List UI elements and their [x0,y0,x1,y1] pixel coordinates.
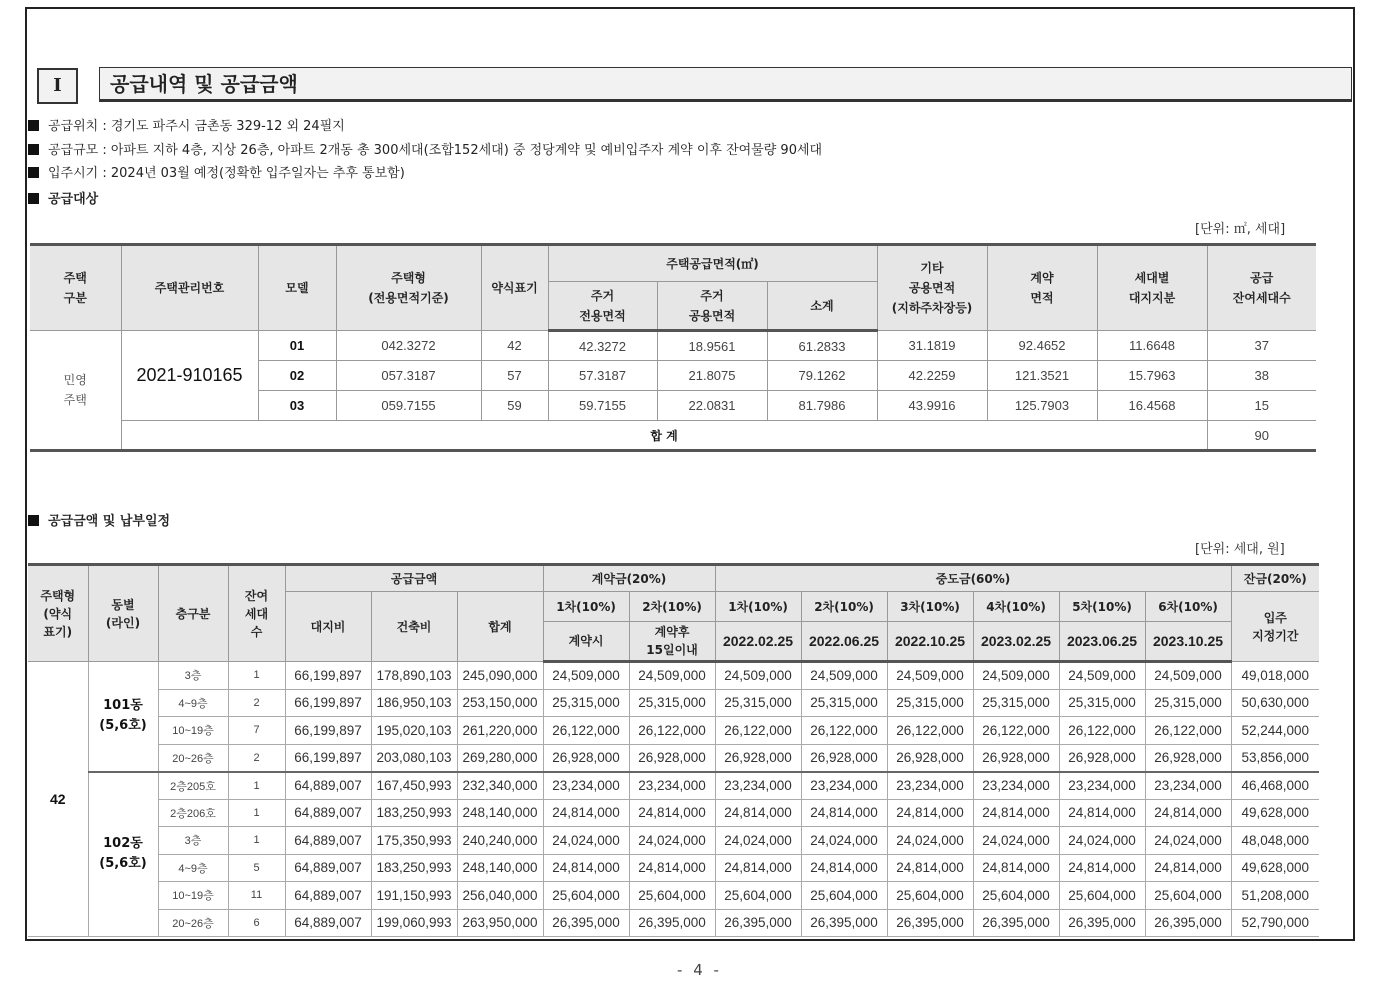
payment-cell: 24,024,000 [1145,827,1231,855]
building-cell: 183,250,993 [371,854,457,882]
payment-cell: 24,814,000 [1059,854,1145,882]
count-cell: 2 [228,689,285,717]
payment-cell: 25,604,000 [629,882,715,910]
floor-cell: 4~9층 [158,854,228,882]
size-cell: 059.7155 [336,391,481,421]
payment-cell: 26,395,000 [715,909,801,937]
payment-cell: 23,234,000 [887,772,973,800]
total-cell: 240,240,000 [457,827,543,855]
abbr-cell: 42 [481,331,548,361]
land-cell: 66,199,897 [285,744,371,772]
type-cell: 42 [28,662,88,937]
price-rows [28,662,1319,937]
model-cell: 03 [258,391,336,421]
payment-cell: 25,315,000 [715,689,801,717]
col-mid-1-date: 2022.02.25 [715,622,801,662]
bullet-square-icon [28,144,39,155]
payment-cell: 25,315,000 [887,689,973,717]
payment-cell: 24,814,000 [1145,799,1231,827]
payment-cell: 24,814,000 [715,854,801,882]
building-cell: 175,350,993 [371,827,457,855]
land-cell: 66,199,897 [285,662,371,690]
col-deposit-2-when: 계약후 15일이내 [629,622,715,662]
col-mid-3-date: 2022.10.25 [887,622,973,662]
payment-cell: 24,814,000 [887,854,973,882]
building-cell: 199,060,993 [371,909,457,937]
dong-cell: 101동 (5,6호) [88,662,158,772]
count-cell: 7 [228,717,285,745]
building-cell: 195,020,103 [371,717,457,745]
payment-cell: 24,509,000 [629,662,715,690]
header-row [30,245,1316,282]
payment-cell: 24,509,000 [1145,662,1231,690]
col-abbr: 약식표기 [481,245,548,331]
excl-cell: 57.3187 [548,361,657,391]
excl-cell: 42.3272 [548,331,657,361]
land-cell: 64,889,007 [285,909,371,937]
payment-cell: 23,234,000 [543,772,629,800]
balance-cell: 52,790,000 [1231,909,1319,937]
common-cell: 18.9561 [657,331,767,361]
payment-cell: 23,234,000 [973,772,1059,800]
payment-cell: 25,604,000 [715,882,801,910]
col-mid-4: 4차(10%) [973,592,1059,622]
col-mid-group: 중도금(60%) [715,565,1231,592]
balance-cell: 49,628,000 [1231,799,1319,827]
col-mid-6: 6차(10%) [1145,592,1231,622]
building-cell: 183,250,993 [371,799,457,827]
house-type-cell: 민영 주택 [30,331,121,451]
col-area-group: 주택공급면적(㎡) [548,245,877,282]
floor-cell: 3층 [158,827,228,855]
common-cell: 21.8075 [657,361,767,391]
col-dong: 동별 (라인) [88,565,158,662]
payment-cell: 24,814,000 [887,799,973,827]
col-mid-2-date: 2022.06.25 [801,622,887,662]
bullet-square-icon [28,193,39,204]
table-row [28,827,1319,855]
payment-cell: 24,509,000 [801,662,887,690]
table-row [28,717,1319,745]
total-cell: 261,220,000 [457,717,543,745]
floor-cell: 20~26층 [158,744,228,772]
land-cell: 64,889,007 [285,772,371,800]
col-price-group: 공급금액 [285,565,543,592]
payment-cell: 26,395,000 [801,909,887,937]
building-cell: 178,890,103 [371,662,457,690]
col-other-common: 기타 공용면적 (지하주차장등) [877,245,987,331]
payment-cell: 26,122,000 [543,717,629,745]
price-schedule-table [28,563,1319,937]
total-cell: 232,340,000 [457,772,543,800]
section-title: 공급내역 및 공급금액 [99,67,1352,102]
payment-cell: 24,509,000 [1059,662,1145,690]
land-cell: 64,889,007 [285,799,371,827]
total-cell: 248,140,000 [457,799,543,827]
common-cell: 22.0831 [657,391,767,421]
table-row [28,854,1319,882]
floor-cell: 2층205호 [158,772,228,800]
payment-cell: 26,928,000 [887,744,973,772]
payment-cell: 24,814,000 [629,854,715,882]
land-cell: 11.6648 [1097,331,1207,361]
floor-cell: 3층 [158,662,228,690]
payment-cell: 23,234,000 [715,772,801,800]
payment-cell: 24,814,000 [629,799,715,827]
payment-cell: 23,234,000 [1059,772,1145,800]
contract-cell: 121.3521 [987,361,1097,391]
col-total: 합계 [457,592,543,662]
model-cell: 01 [258,331,336,361]
count-cell: 1 [228,662,285,690]
payment-cell: 24,814,000 [543,799,629,827]
payment-cell: 26,395,000 [973,909,1059,937]
payment-cell: 26,395,000 [543,909,629,937]
floor-cell: 10~19층 [158,717,228,745]
balance-cell: 51,208,000 [1231,882,1319,910]
page-number: - 4 - [677,961,722,979]
count-cell: 6 [228,909,285,937]
payment-cell: 24,814,000 [543,854,629,882]
unit-label: [단위: ㎡, 세대] [1195,222,1286,237]
payment-cell: 24,024,000 [887,827,973,855]
payment-cell: 23,234,000 [801,772,887,800]
col-model: 모델 [258,245,336,331]
land-cell: 16.4568 [1097,391,1207,421]
table-row [28,909,1319,937]
payment-cell: 25,315,000 [1059,689,1145,717]
count-cell: 1 [228,827,285,855]
table-row [28,744,1319,772]
balance-cell: 50,630,000 [1231,689,1319,717]
col-remaining: 잔여 세대 수 [228,565,285,662]
subtotal-cell: 79.1262 [767,361,877,391]
supply-target-heading [28,192,98,208]
unit-label: [단위: 세대, 원] [1195,542,1285,557]
bullet-square-icon [28,167,39,178]
col-mid-6-date: 2023.10.25 [1145,622,1231,662]
payment-cell: 24,024,000 [715,827,801,855]
payment-cell: 24,024,000 [1059,827,1145,855]
floor-cell: 10~19층 [158,882,228,910]
count-cell: 2 [228,744,285,772]
payment-cell: 23,234,000 [629,772,715,800]
payment-cell: 25,315,000 [801,689,887,717]
total-cell: 269,280,000 [457,744,543,772]
mgmt-no-cell: 2021-910165 [121,331,258,421]
balance-cell: 46,468,000 [1231,772,1319,800]
col-remaining: 공급 잔여세대수 [1207,245,1316,331]
subtotal-cell: 81.7986 [767,391,877,421]
col-type: 주택형 (약식 표기) [28,565,88,662]
building-cell: 167,450,993 [371,772,457,800]
floor-cell: 4~9층 [158,689,228,717]
col-mid-2: 2차(10%) [801,592,887,622]
col-size: 주택형 (전용면적기준) [336,245,481,331]
total-cell: 245,090,000 [457,662,543,690]
supply-target-table [30,243,1316,452]
total-row [30,421,1316,451]
payment-cell: 24,814,000 [1145,854,1231,882]
col-deposit-2: 2차(10%) [629,592,715,622]
total-cell: 256,040,000 [457,882,543,910]
count-cell: 11 [228,882,285,910]
balance-cell: 48,048,000 [1231,827,1319,855]
payment-cell: 24,814,000 [715,799,801,827]
payment-cell: 25,315,000 [1145,689,1231,717]
balance-cell: 49,018,000 [1231,662,1319,690]
col-land-share: 세대별 대지지분 [1097,245,1207,331]
other-cell: 31.1819 [877,331,987,361]
building-cell: 191,150,993 [371,882,457,910]
payment-cell: 24,509,000 [543,662,629,690]
table-row [30,331,1316,361]
total-cell: 253,150,000 [457,689,543,717]
col-mgmt-no: 주택관리번호 [121,245,258,331]
payment-cell: 25,604,000 [1145,882,1231,910]
col-balance-group: 잔금(20%) [1231,565,1319,592]
col-floor: 층구분 [158,565,228,662]
bullet-location [28,119,345,135]
section-number: I [37,68,78,104]
col-deposit-1-when: 계약시 [543,622,629,662]
remain-cell: 38 [1207,361,1316,391]
col-residential-exclusive: 주거 전용면적 [548,282,657,331]
table-row [28,662,1319,690]
payment-cell: 24,024,000 [801,827,887,855]
col-contract-area: 계약 면적 [987,245,1097,331]
price-schedule-heading [28,514,170,530]
col-deposit-1: 1차(10%) [543,592,629,622]
payment-cell: 26,122,000 [1059,717,1145,745]
land-cell: 64,889,007 [285,882,371,910]
land-cell: 64,889,007 [285,827,371,855]
bullet-square-icon [28,515,39,526]
bullet-scale [28,143,822,159]
payment-cell: 26,928,000 [973,744,1059,772]
land-cell: 15.7963 [1097,361,1207,391]
other-cell: 42.2259 [877,361,987,391]
bullet-move-in [28,166,405,182]
excl-cell: 59.7155 [548,391,657,421]
payment-cell: 24,024,000 [629,827,715,855]
floor-cell: 2층206호 [158,799,228,827]
building-cell: 186,950,103 [371,689,457,717]
balance-cell: 49,628,000 [1231,854,1319,882]
contract-cell: 125.7903 [987,391,1097,421]
payment-cell: 24,024,000 [973,827,1059,855]
size-cell: 042.3272 [336,331,481,361]
col-mid-5: 5차(10%) [1059,592,1145,622]
payment-cell: 26,122,000 [801,717,887,745]
payment-cell: 24,814,000 [801,799,887,827]
col-mid-3: 3차(10%) [887,592,973,622]
remain-cell: 15 [1207,391,1316,421]
land-cell: 64,889,007 [285,854,371,882]
floor-cell: 20~26층 [158,909,228,937]
col-subtotal: 소계 [767,282,877,331]
abbr-cell: 57 [481,361,548,391]
model-cell: 02 [258,361,336,391]
bullet-text: 공급규모 : 아파트 지하 4층, 지상 26층, 아파트 2개동 총 300세대(조합152세대) 중 정당계약 및 예비입주자 계약 이후 잔여물량 90세대 [48,143,823,158]
payment-cell: 26,395,000 [629,909,715,937]
col-mid-4-date: 2023.02.25 [973,622,1059,662]
bullet-square-icon [28,120,39,131]
total-cell: 263,950,000 [457,909,543,937]
col-balance: 입주 지정기간 [1231,592,1319,662]
other-cell: 43.9916 [877,391,987,421]
payment-cell: 23,234,000 [1145,772,1231,800]
payment-cell: 24,509,000 [887,662,973,690]
payment-cell: 26,122,000 [629,717,715,745]
payment-cell: 25,604,000 [1059,882,1145,910]
payment-cell: 25,604,000 [801,882,887,910]
payment-cell: 24,509,000 [973,662,1059,690]
heading-text: 공급대상 [48,192,99,207]
payment-cell: 25,604,000 [973,882,1059,910]
total-value: 90 [1207,421,1316,451]
col-land: 대지비 [285,592,371,662]
table-row [28,772,1319,800]
payment-cell: 26,395,000 [1059,909,1145,937]
col-mid-5-date: 2023.06.25 [1059,622,1145,662]
payment-cell: 25,315,000 [629,689,715,717]
count-cell: 1 [228,799,285,827]
payment-cell: 26,395,000 [887,909,973,937]
table-row [28,689,1319,717]
contract-cell: 92.4652 [987,331,1097,361]
col-house-type: 주택 구분 [30,245,121,331]
table-row [28,882,1319,910]
payment-cell: 26,928,000 [1059,744,1145,772]
payment-cell: 26,122,000 [1145,717,1231,745]
payment-cell: 26,122,000 [715,717,801,745]
payment-cell: 26,122,000 [973,717,1059,745]
count-cell: 5 [228,854,285,882]
balance-cell: 52,244,000 [1231,717,1319,745]
size-cell: 057.3187 [336,361,481,391]
building-cell: 203,080,103 [371,744,457,772]
col-deposit-group: 계약금(20%) [543,565,715,592]
payment-cell: 26,928,000 [1145,744,1231,772]
payment-cell: 25,315,000 [543,689,629,717]
total-cell: 248,140,000 [457,854,543,882]
payment-cell: 26,928,000 [629,744,715,772]
total-label: 합 계 [121,421,1207,451]
payment-cell: 24,814,000 [1059,799,1145,827]
land-cell: 66,199,897 [285,689,371,717]
col-residential-common: 주거 공용면적 [657,282,767,331]
abbr-cell: 59 [481,391,548,421]
payment-cell: 25,604,000 [543,882,629,910]
subtotal-cell: 61.2833 [767,331,877,361]
payment-cell: 25,315,000 [973,689,1059,717]
table-row [28,799,1319,827]
balance-cell: 53,856,000 [1231,744,1319,772]
payment-cell: 26,122,000 [887,717,973,745]
payment-cell: 24,024,000 [543,827,629,855]
payment-cell: 24,509,000 [715,662,801,690]
payment-cell: 26,928,000 [715,744,801,772]
bullet-text: 입주시기 : 2024년 03월 예정(정확한 입주일자는 추후 통보함) [48,166,405,181]
remain-cell: 37 [1207,331,1316,361]
count-cell: 1 [228,772,285,800]
land-cell: 66,199,897 [285,717,371,745]
col-building: 건축비 [371,592,457,662]
payment-cell: 26,928,000 [543,744,629,772]
payment-cell: 24,814,000 [801,854,887,882]
payment-cell: 26,928,000 [801,744,887,772]
heading-text: 공급금액 및 납부일정 [48,514,171,529]
payment-cell: 25,604,000 [887,882,973,910]
dong-cell: 102동 (5,6호) [88,772,158,937]
payment-cell: 24,814,000 [973,799,1059,827]
payment-cell: 26,395,000 [1145,909,1231,937]
col-mid-1: 1차(10%) [715,592,801,622]
header-row [28,565,1319,592]
payment-cell: 24,814,000 [973,854,1059,882]
bullet-text: 공급위치 : 경기도 파주시 금촌동 329-12 외 24필지 [48,119,345,134]
